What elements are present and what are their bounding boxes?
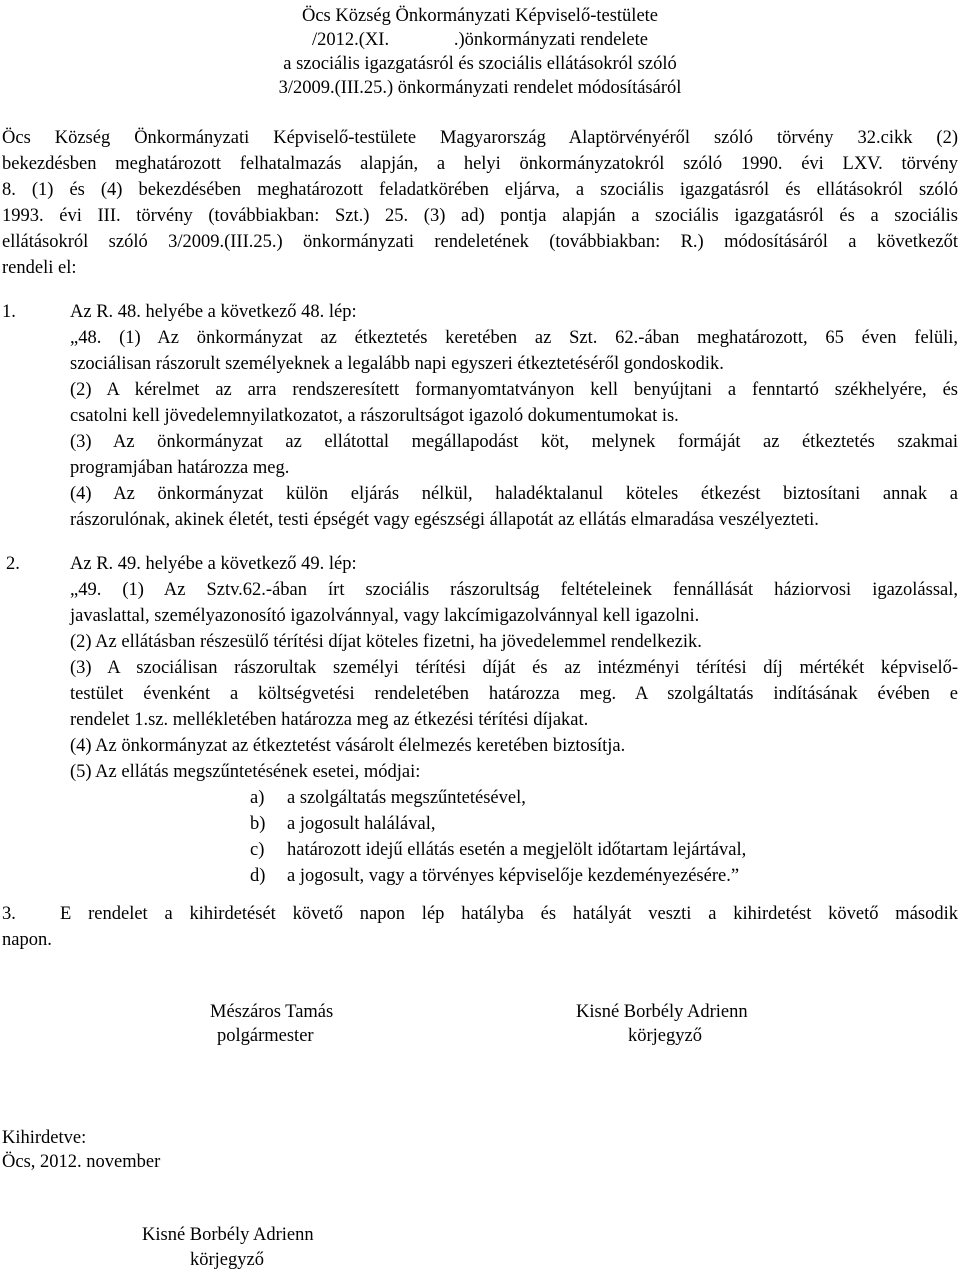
section-heading: Az R. 49. helyébe a következő 49. lép: [70,554,357,574]
title-line-1: Öcs Község Önkormányzati Képviselő-testülete [301,6,659,26]
signatory-name-left: Mészáros Tamás [210,1002,334,1022]
title-line-4: 3/2009.(III.25.) önkormányzati rendelet módosításáról [278,78,682,98]
body-line: (4) Az önkormányzat az étkeztetést vásárolt élelmezés keretében biztosítja. [70,736,626,756]
list-marker: a) [250,788,265,808]
signatory-title-left: polgármester [217,1026,314,1046]
body-line: testület évenként a költségvetési rendeletében határozza meg. A szolgáltatás indításának évében e [70,684,958,704]
title-line-3: a szociális igazgatásról és szociális ellátásokról szóló [283,54,677,74]
body-line: rendelet 1.sz. mellékletében határozza meg az étkezési térítési díjakat. [70,710,589,730]
preamble-line: bekezdésben meghatározott felhatalmazás alapján, a helyi önkormányzatokról szóló 1990. évi LXV. törvény [2,154,958,174]
body-line: (4) Az önkormányzat külön eljárás nélkül, haladéktalanul köteles étkezést biztosítani annak a [70,484,958,504]
list-item: határozott idejű ellátás esetén a megjelölt időtartam lejártával, [287,840,747,860]
body-line: csatolni kell jövedelemnyilatkozatot, a rászorultságot igazoló dokumentumokat is. [70,406,679,426]
body-line: napon. [2,930,52,950]
promulgation-date: Öcs, 2012. november [2,1152,161,1172]
body-line: E rendelet a kihirdetését követő napon lép hatályba és hatályát veszti a kihirdetést követő második [60,904,958,924]
body-line: (5) Az ellátás megszűntetésének esetei, módjai: [70,762,421,782]
preamble-line: Öcs Község Önkormányzati Képviselő-testülete Magyarország Alaptörvényéről szóló törvény 32.cikk (2) [2,128,958,148]
body-line: szociálisan rászorult személyeknek a legalább napi egyszeri étkeztetéséről gondoskodik. [70,354,724,374]
preamble-line: rendeli el: [2,258,77,278]
section-heading: Az R. 48. helyébe a következő 48. lép: [70,302,357,322]
preamble-line: 1993. évi III. törvény (továbbiakban: Szt.) 25. (3) ad) pontja alapján a szociális igazgatásról és a szociális [2,206,958,226]
section-number: 3. [2,904,16,924]
body-line: (3) A szociálisan rászorultak személyi térítési díját és az intézményi térítési díj mértékét képviselő- [70,658,958,678]
list-marker: d) [250,866,266,886]
signatory-title-right: körjegyző [628,1026,702,1046]
promulgation-signatory-title: körjegyző [190,1250,264,1270]
body-line: „49. (1) Az Sztv.62.-ában írt szociális rászorultság feltételeinek fennállását háziorvosi igazolással, [70,580,958,600]
body-line: rászorulónak, akinek életét, testi épségét vagy egészségi állapotát az ellátás elmaradása veszélyezteti. [70,510,819,530]
preamble-line: 8. (1) és (4) bekezdésében meghatározott feladatkörében eljárva, a szociális igazgatásról és ellátásokról szóló [2,180,958,200]
title-line-2: /2012.(XI. .)önkormányzati rendelete [312,30,648,50]
body-line: javaslattal, személyazonosító igazolvánnyal, vagy lakcímigazolvánnyal kell igazolni. [70,606,700,626]
section-number: 1. [2,302,16,322]
promulgation-signatory-name: Kisné Borbély Adrienn [142,1225,314,1245]
preamble-line: ellátásokról szóló 3/2009.(III.25.) önkormányzati rendeletének (továbbiakban: R.) módosításáról a következőt [2,232,958,252]
body-line: (2) Az ellátásban részesülő térítési díjat köteles fizetni, ha jövedelemmel rendelkezik. [70,632,702,652]
section-number: 2. [6,554,20,574]
list-item: a jogosult halálával, [287,814,436,834]
list-item: a szolgáltatás megszűntetésével, [287,788,526,808]
signatory-name-right: Kisné Borbély Adrienn [576,1002,748,1022]
list-marker: b) [250,814,266,834]
promulgation-label: Kihirdetve: [2,1128,87,1148]
body-line: (2) A kérelmet az arra rendszeresített formanyomtatványon kell benyújtani a fenntartó székhelyére, és [70,380,958,400]
body-line: (3) Az önkormányzat az ellátottal megállapodást köt, melynek formáját az étkeztetés szakmai [70,432,958,452]
body-line: programjában határozza meg. [70,458,290,478]
list-marker: c) [250,840,265,860]
body-line: „48. (1) Az önkormányzat az étkeztetés keretében az Szt. 62.-ában meghatározott, 65 éven felüli, [70,328,958,348]
list-item: a jogosult, vagy a törvényes képviselője kezdeményezésére.” [287,866,740,886]
